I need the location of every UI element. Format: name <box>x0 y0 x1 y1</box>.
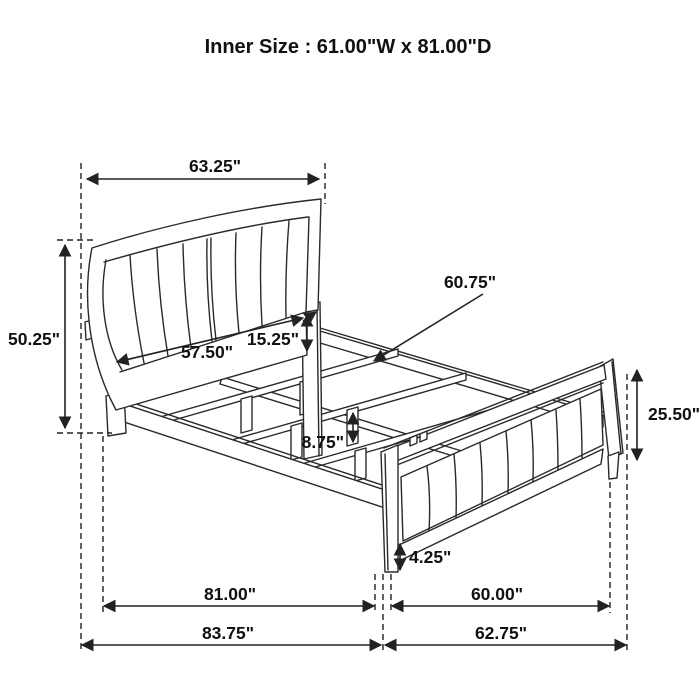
dim-slat-length-label: 60.75" <box>443 272 497 292</box>
dim-overall-depth-label: 83.75" <box>201 623 255 643</box>
dim-footboard-overall-width <box>385 623 626 645</box>
bed-drawing <box>85 199 623 572</box>
inner-size-title: Inner Size : 61.00"W x 81.00"D <box>204 36 492 58</box>
dim-slat-length <box>374 272 496 361</box>
dim-headboard-height <box>8 245 65 428</box>
dim-footboard-height <box>637 370 700 460</box>
dim-overall-depth <box>82 623 381 645</box>
dim-headboard-height-label: 50.25" <box>8 329 61 349</box>
footboard-near-post <box>381 445 398 572</box>
dim-footboard-overall-width-label: 62.75" <box>474 623 528 643</box>
dim-headboard-inner-width-label: 57.50" <box>180 342 234 362</box>
dim-footboard-height-label: 25.50" <box>648 404 700 424</box>
dim-footboard-inner-width-label: 60.00" <box>470 584 524 604</box>
footboard-far-leg <box>608 452 619 479</box>
dim-headboard-width-label: 63.25" <box>188 156 242 176</box>
dim-inner-depth-label: 81.00" <box>203 584 257 604</box>
dim-side-rail-height-label: 15.25" <box>246 329 299 349</box>
dim-footboard-inner-width <box>392 584 609 606</box>
dim-headboard-width <box>87 156 319 179</box>
dim-inner-depth <box>104 584 374 606</box>
dim-slat-leg-height-label: 8.75" <box>301 432 344 452</box>
dim-footboard-leg-height-label: 4.25" <box>409 547 452 567</box>
